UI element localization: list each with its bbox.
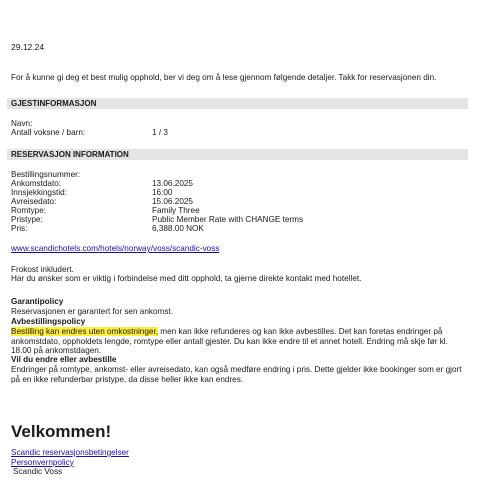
pricetype-value: Public Member Rate with CHANGE terms: [152, 215, 304, 224]
price-row: [11, 224, 204, 234]
cancellation-policy-heading: Avbestillingspolicy: [11, 317, 86, 326]
guest-count-row: [11, 128, 168, 138]
roomtype-value: Family Three: [152, 206, 200, 215]
pricetype-label: Pristype:: [11, 215, 43, 224]
intro-text: For å kunne gi deg et best mulig opphold, ber vi deg om å lese gjennom følgende detaljer. Takk for reservasjonen din.: [11, 73, 437, 82]
welcome-heading: Velkommen!: [11, 422, 112, 441]
price-label: Pris:: [11, 224, 28, 233]
guest-name-label: Navn:: [11, 119, 33, 128]
cancellation-body: men kan ikke refunderes og kan ikke avbestilles. Det kan foretas endringer på ankomstdato, oppholdets lengde, romtype eller antall gjester. Du kan ikke endre til et annet hotell. Endring må skje før kl. 18.00 på ankomstdagen.: [11, 327, 448, 356]
footer: [11, 448, 129, 477]
guest-count-label: Antall voksne / barn:: [11, 128, 86, 137]
document-date: 29.12.24: [11, 42, 45, 52]
reservation-info-heading: RESERVASJON INFORMATION: [7, 149, 468, 160]
checkin-label: Innsjekkingstid:: [11, 188, 67, 197]
signature: Scandic Voss: [13, 467, 63, 477]
privacy-link[interactable]: Personvernpolicy: [11, 457, 74, 467]
contact-text: Har du ønsker som er viktig i forbindelse med ditt opphold, ta gjerne direkte kontakt med hotellet.: [11, 274, 362, 283]
guarantee-policy-heading: Garantipolicy: [11, 297, 64, 306]
cancellation-highlight: Bestilling kan endres uten omkostninger,: [11, 327, 159, 336]
hotel-website-link[interactable]: www.scandichotels.com/hotels/norway/voss/scandic-voss: [11, 244, 220, 253]
change-policy-heading: Vil du endre eller avbestille: [11, 355, 117, 364]
arrival-label: Ankomstdato:: [11, 179, 62, 188]
checkin-value: 16:00: [152, 188, 173, 197]
booking-number-label: Bestillingsnummer:: [11, 170, 81, 179]
guest-info-heading: GJESTINFORMASJON: [7, 98, 468, 109]
breakfast-text: Frokost inkludert.: [11, 265, 74, 274]
hotel-link-row: [11, 244, 219, 254]
cancellation-policy-text: [11, 327, 469, 356]
change-policy-text: Endringer på romtype, ankomst- eller avreisedato, kan også medføre endring i pris. Dette gjelder ikke bookinger som er gjort på en ikke refunderbar pristype, da disse heller ikke kan endres.: [11, 365, 462, 384]
arrival-value: 13.06.2025: [152, 179, 193, 188]
guest-count-value: 1 / 3: [152, 128, 168, 137]
guarantee-policy-text: Reservasjonen er garantert for sen ankomst.: [11, 307, 174, 316]
departure-value: 15.06.2025: [152, 197, 193, 206]
price-value: 6,388.00 NOK: [152, 224, 204, 233]
departure-label: Avreisedato:: [11, 197, 57, 206]
terms-link[interactable]: Scandic reservasjonsbetingelser: [11, 448, 129, 457]
roomtype-label: Romtype:: [11, 206, 47, 215]
